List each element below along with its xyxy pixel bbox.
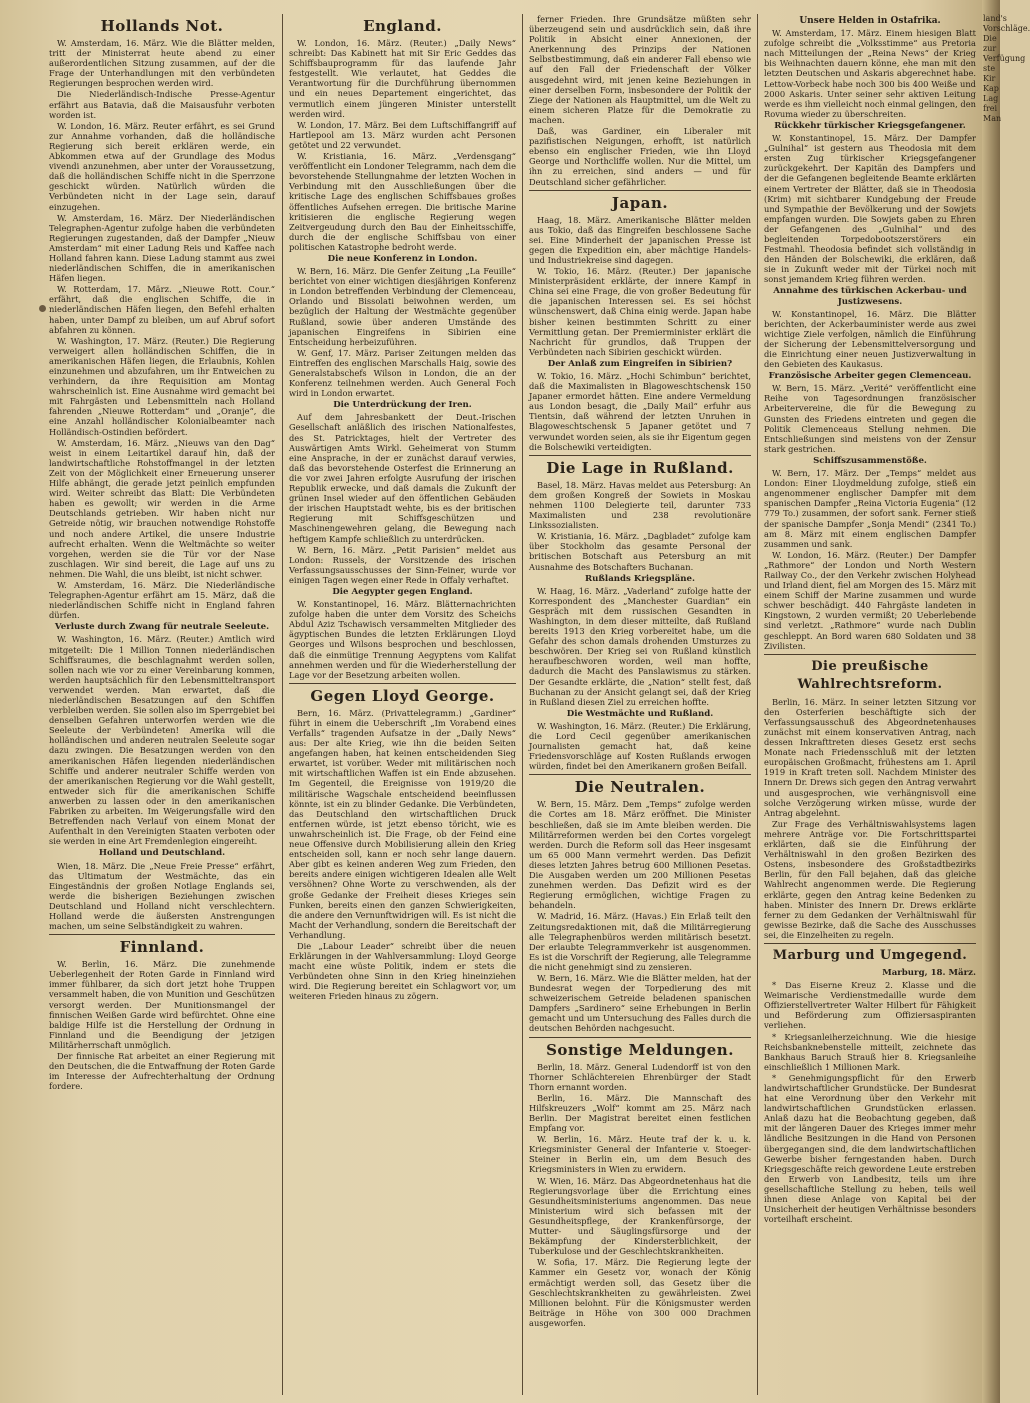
article-paragraph: Berlin, 16. März. Die Mannschaft des Hilfskreuzers „Wolf“ kommt am 25. März nach Berlin. Der Magistrat bereitet einen festlichen Empfang vor.: [529, 1092, 751, 1134]
article-paragraph: W. Washington, 16. März. (Reuter.) Die Erklärung, die Lord Cecil gegenüber amerikanischen Journalisten gemacht hat, daß keine Friedensvorschläge auf Kosten Rußlands erwogen würden, findet bei den Amerikanern großen Beifall.: [529, 720, 751, 772]
headline-gegen-lloyd-george: Gegen Lloyd George.: [310, 686, 495, 705]
headline-neutralen: Die Neutralen.: [574, 778, 706, 797]
headline-marburg: Marburg und Umgegend.: [772, 947, 968, 963]
column-rule: [282, 14, 283, 1395]
section-divider: [529, 455, 751, 456]
article-paragraph: Haag, 18. März. Amerikanische Blätter melden aus Tokio, daß das Eingreifen beschlossene Sache sei. Eine Minderheit der japanischen Presse ist gegen die Expedition ein, aber mächtige Handels- und Industriekreise sind dagegen.: [529, 214, 751, 265]
article-paragraph: W. Amsterdam, 16. März. „Nieuws van den Dag“ weist in einem Leitartikel darauf hin, daß der landwirtschaftliche Rohstoffmangel in der letzten Zeit von der Möglichkeit einer Erneuerung unserer Hilfe abhängt, die gerade jetzt peinlich empfunden wird. Weiter schreibt das Blatt: Die Verbündeten haben es gewollt; wir werden in die Arme Deutschlands getrieben. Wir haben nicht nur Getreide nötig, wir brauchen notwendige Rohstoffe und noch andere Artikel, die unsere Industrie aufrecht erhalten. Wenn die Weltmächte so weiter vorgehen, werden sie die Tür vor der Nase zuschlagen. Wir sind bereit, die Lage auf uns zu nehmen. Die Wahl, die uns bleibt, ist nicht schwer.: [49, 437, 275, 579]
column-2: [284, 14, 521, 1395]
subheading: Die Aegypter gegen England.: [332, 586, 473, 597]
column-4: [759, 14, 981, 1395]
article-paragraph: W. Tokio, 16. März. „Hochi Schimbun“ berichtet, daß die Maximalisten in Blagoweschtschensk 150 Japaner ermordet hätten. Eine andere Vermeldung aus London besagt, die „Daily Mail“ erfuhr aus Tientsin, daß während der letzten Unruhen in Blagoweschtschensk 5 Japaner getötet und 7 verwundet worden seien, als sie ihr Eigentum gegen die Bolschewiki verteidigten.: [529, 371, 751, 452]
headline-finnland: Finnland.: [119, 938, 205, 957]
subheading: Die neue Konferenz in London.: [327, 253, 478, 264]
section-divider: [529, 1037, 751, 1038]
article-paragraph: * Genehmigungspflicht für den Erwerb landwirtschaftlicher Grundstücke. Der Bundesrat hat eine Verordnung über den Verkehr mit landwirtschaftlichen Grundstücken erlassen. Anlaß dazu hat die Beobachtung gegeben, daß mit der längeren Dauer des Krieges immer mehr ländliche Besitzungen in die Hand von Personen übergegangen sind, die dem landwirtschaftlichen Gewerbe bisher ferngestanden haben. Durch Kriegsgeschäfte reich gewordene Leute erstreben den Erwerb von Landbesitz, teils um ihre gesellschaftliche Stellung zu heben, teils weil ihnen diese Anlage von Kapital bei der Unsicherheit der heutigen Verhältnisse besonders vorteilhaft erscheint.: [764, 1072, 976, 1225]
article-paragraph: * Kriegsanleiherzeichnung. Wie die hiesige Reichsbanknebenstelle mitteilt, zeichnete das Bankhaus Baruch Strauß hier 8. Kriegsanleihe einschließlich 1 Millionen Mark.: [764, 1031, 976, 1072]
section-divider: [529, 774, 751, 775]
subheading: Annahme des türkischen Ackerbau- und Justizwesens.: [773, 286, 967, 307]
subheading: Französische Arbeiter gegen Clemenceau.: [768, 371, 972, 382]
article-paragraph: Bern, 16. März. (Privattelegramm.) „Gardiner“ führt in einem die Ueberschrift „Im Vorabend eines Verfalls“ tragenden Aufsatze in der „Daily News“ aus: Der alte Krieg, wie ihn die beiden Seiten angefangen haben, hat keinen entscheidenden Sieg erwartet, ist vorüber. Weder mit militärischen noch mit wirtschaftlichen Waffen ist ein Ende abzusehen. Im Gegenteil, die Ereignisse von 1919/20 die militärische Wagschale entscheidend beeinflussen könnte, ist ein zu blinder Gedanke. Die Verbündeten, das Deutschland den wirtschaftlichen Druck entfernen würde, ist jetzt ebenso töricht, wie es unwahrscheinlich ist. Die Frage, ob der Feind eine neue Offensive durch Mobilisierung allein den Krieg entscheiden soll, kann er noch sehr lange dauern. Aber gibt es keinen anderen Weg zum Frieden, den bereits andere einigen wichtigeren Idealen alle Welt versöhnen? Ohne Worte zu verschwenden, als der große Gedanke der Freiheit dieses Krieges sein Funken, bereits einen den ganzen Schwierigkeiten, die andere den Vernunftwidrigen will. Es ist nicht die Macht der Verhandlung, sondern die Bereitschaft der Verhandlung.: [289, 707, 516, 940]
article-paragraph: ferner Frieden. Ihre Grundsätze müßten sehr überzeugend sein und ausdrücklich sein, daß ihre Politik in Absicht einer Annexionen, der Anerkennung des Prinzips der Nationen Selbstbestimmung, daß ein anderer Fall ebenso wie auf den Fall der Friedenschaft der Völker ausgedehnt wird, mit jenen keine Beziehungen in einer derselben Form, insbesondere der Politik der Ziege der Nationen als Hauptmittel, um die Welt zu einem sicheren Platze für die Demokratie zu machen.: [529, 14, 751, 125]
article-paragraph: W. Bern, 15. März. Dem „Temps“ zufolge werden die Cortes am 18. März eröffnet. Die Minister beschließen, daß sie im Amte bleiben werden. Die Militärreformen werden bei den Cortes vorgelegt werden. Durch die Reform soll das Heer insgesamt um 65 000 Mann vermehrt werden. Das Defizit dieses letzten Jahres betrug 600 Millionen Pesetas. Die Ausgaben werden um 200 Millionen Pesetas zunehmen werden. Das Defizit wird es der Regierung ermöglichen, wichtige Fragen zu behandeln.: [529, 799, 751, 911]
article-paragraph: * Das Eiserne Kreuz 2. Klasse und die Weimarische Verdienstmedaille wurde dem Offizierstellvertreter Walter Hilbert für Fähigkeit und Beförderung zum Offiziersaspiranten verliehen.: [764, 980, 976, 1031]
article-paragraph: W. Wien, 16. März. Das Abgeordnetenhaus hat die Regierungsvorlage über die Errichtung eines Gesundheitsministeriums angenommen. Das neue Ministerium wird sich befassen mit der Gesundheitspflege, der Krankenfürsorge, der Mutter- und Säuglingsfürsorge und der Bekämpfung der Kindersterblichkeit, der Tuberkulose und der Geschlechtskrankheiten.: [529, 1175, 751, 1257]
column-3: [524, 14, 756, 1395]
article-paragraph: Die Niederländisch-Indische Presse-Agentur erfährt aus Batavia, daß die Maisausfuhr verboten worden ist.: [49, 89, 275, 120]
column-1: [44, 14, 280, 1395]
subheading: Rußlands Kriegspläne.: [585, 573, 695, 584]
article-paragraph: W. Kristiania, 16. März. „Dagbladet“ zufolge kam über Stockholm das gesamte Personal der britischen Botschaft aus Petersburg an mit Ausnahme des Botschafters Buchanan.: [529, 531, 751, 572]
column-rule: [757, 14, 758, 1395]
article-paragraph: Zur Frage des Verhältniswahlsystems lagen mehrere Anträge vor. Die Fortschrittspartei erklärten, daß sie die Einführung der Verhältniswahl in den großen Bezirken des Ostens, insbesondere des Großstadtbezirks Berlin, für den Fall bejahen, daß das gleiche Wahlrecht angenommen werde. Die Regierung erklärte, gegen den Antrag keine Bedenken zu haben. Minister des Innern Dr. Drews erklärte ferner zu dem Gedanken der Verhältniswahl für gewisse Bezirke, daß die Sache des Ausschusses sei, die Einzelheiten zu regeln.: [764, 818, 976, 940]
article-paragraph: W. London, 16. März. (Reuter.) „Daily News“ schreibt: Das Kabinett hat mit Sir Eric Geddes das Schiffsbauprogramm für das laufende Jahr festgestellt. Wie verlautet, hat Geddes die Verantwortung für die Durchführung übernommen und ein neues Departement eingerichtet, das vermutlich einem jüngeren Minister unterstellt werden wird.: [289, 38, 516, 119]
headline-wahlrechtsreform: Die preußische Wahlrechtsreform.: [797, 658, 943, 692]
subheading: Rückkehr türkischer Kriegsgefangener.: [774, 120, 966, 131]
article-paragraph: Der finnische Rat arbeitet an einer Regierung mit den Deutschen, die die Entwaffnung der Roten Garde im Interesse der Aufrechterhaltung der Ordnung fordere.: [49, 1051, 275, 1092]
article-paragraph: W. Sofia, 17. März. Die Regierung legte der Kammer ein Gesetz vor, wonach der König ermächtigt werden soll, das Gesetz über die Geschlechtskrankheiten zu gewährleisten. Zwei Millionen belohnt. Für die Königsmuster werden Beiträge in Höhe von 300 000 Drachmen ausgeworfen.: [529, 1257, 751, 1328]
article-paragraph: W. London, 17. März. Bei dem Luftschiffangriff auf Hartlepool am 13. März wurden acht Personen getötet und 22 verwundet.: [289, 119, 516, 150]
article-paragraph: W. Bern, 16. März. „Petit Parisien“ meldet aus London: Russels, der Vorsitzende des irischen Verfassungsausschusses der Sinn-Feiner, wurde vor einigen Tagen wegen einer Rede in Offaly verhaftet.: [289, 544, 516, 585]
article-paragraph: Die „Labour Leader“ schreibt über die neuen Erklärungen in der Wahlversammlung: Lloyd George macht eine wüste Politik, indem er stets die Verbündeten ohne Sinn in den Krieg hineinziehen wird. Die Regierung bereitet ein Schlagwort vor, um weiteren Frieden hinaus zu zögern.: [289, 940, 516, 1002]
subheading: Verluste durch Zwang für neutrale Seeleute.: [54, 622, 270, 633]
subheading: Schiffszusammenstöße.: [813, 455, 927, 466]
headline-unsere-helden: Unsere Helden in Ostafrika.: [799, 16, 941, 26]
article-paragraph: W. Konstantinopel, 16. März. Blätternachrichten zufolge haben die unter dem Vorsitz des Scheichs Abdul Aziz Tschawisch versammelten Mitglieder des ägyptischen Bundes die letzten Erklärungen Lloyd Georges und Wilsons besprochen und beschlossen, daß die einmütige Trennung Aegyptens vom Kalifat annehmen werden und für die Wiederherstellung der Lage vor der Besetzung arbeiten wollen.: [289, 599, 516, 680]
article-paragraph: W. Haag, 16. März. „Vaderland“ zufolge hatte der Korrespondent des „Manchester Guardian“ ein Gespräch mit dem russischen Gesandten in Washington, in dem dieser mitteilte, daß Rußland bereits 1913 den Krieg vorbereitet habe, um die Gefahr des schon damals drohenden Umsturzes zu beschwören. Der Krieg sei von Rußland künstlich heraufbeschworen worden, weil man hoffte, dadurch die Macht des Panslawismus zu stärken. Der Gesandte erklärte, die „Nation“ stellt fest, daß Buchanan zu der Ansicht gelangt sei, daß der Krieg in Rußland diesen Ziel zu erreichen hoffte.: [529, 585, 751, 707]
subheading: Die Unterdrückung der Iren.: [333, 400, 472, 411]
article-paragraph: W. Amsterdam, 16. März. Die Niederländische Telegraphen-Agentur erfährt am 15. März, daß die niederländischen Schiffe nicht in England fahren dürfen.: [49, 579, 275, 621]
subheading: Der Anlaß zum Eingreifen in Sibirien?: [547, 358, 733, 369]
section-divider: [764, 943, 976, 944]
headline-hollands-not: Hollands Not.: [100, 17, 224, 35]
section-divider: [289, 683, 516, 684]
article-paragraph: Wien, 18. März. Die „Neue Freie Presse“ erfährt, das Ultimatum der Westmächte, das ein Eingeständnis der großen Notlage Englands sei, werde die bisherigen Beziehungen zwischen Deutschland und Holland nicht verschlechtern. Holland werde die äußersten Anstrengungen machen, um seine Selbständigkeit zu wahren.: [49, 860, 275, 932]
article-paragraph: W. Genf, 17. März. Pariser Zeitungen melden das Eintreffen des englischen Marschalls Haig, sowie des Generalstabschefs Wilson in London, die an der Konferenz teilnehmen werden. Auch General Foch wird in London erwartet.: [289, 347, 516, 399]
headline-sonstige-meldungen: Sonstige Meldungen.: [546, 1040, 734, 1059]
article-paragraph: W. Bern, 16. März. Wie die Blätter melden, hat der Bundesrat wegen der Torpedierung des mit schweizerischem Getreide beladenen spanischen Dampfers „Sardinero“ seine Erhebungen in Berlin gemacht und um Untersuchung des Falles durch die deutschen Behörden nachgesucht.: [529, 972, 751, 1034]
article-paragraph: W. Konstantinopel, 16. März. Die Blätter berichten, der Ackerbauminister werde aus zwei wichtige Ziele verfolgen, nämlich die Einführung der Sicherung der Lebensmittelversorgung und die Einrichtung einer neuen Justizverwaltung in den Gebieten des Kaukasus.: [764, 308, 976, 370]
section-divider: [49, 934, 275, 935]
section-divider: [529, 190, 751, 191]
article-paragraph: Berlin, 18. März. General Ludendorff ist von den Thorner Schlächtereien Ehrenbürger der Stadt Thorn ernannt worden.: [529, 1061, 751, 1092]
headline-england: England.: [363, 17, 442, 35]
article-paragraph: Berlin, 16. März. In seiner letzten Sitzung vor den Osterferien beschäftigte sich der Verfassungsausschuß des Abgeordnetenhauses zunächst mit einem konservativen Antrag, nach dessen Inkrafttreten dieses Gesetz erst sechs Monate nach Friedensschluß mit der letzten europäischen Großmacht, frühestens am 1. April 1919 in Kraft treten soll. Nachdem Minister des Innern Dr. Drews sich gegen den Antrag verwahrt und ausgesprochen, wie verhängnisvoll eine solche Verzögerung wirken müsse, wurde der Antrag abgelehnt.: [764, 696, 976, 818]
article-paragraph: W. Amsterdam, 17. März. Einem hiesigen Blatt zufolge schreibt die „Volksstimme“ aus Pretoria nach Mitteilungen der „Reina News“ der Krieg bis Weihnachten dauern könne, ehe man mit den letzten Deutschen und Askaris abgerechnet habe. Lettow-Vorbeck habe noch 300 bis 400 Weiße und 2000 Askaris. Unter seiner sehr aktiven Leitung werde es ihm vielleicht noch einmal gelingen, den Rovuma wieder zu überschreiten.: [764, 28, 976, 119]
article-paragraph: W. Bern, 17. März. Der „Temps“ meldet aus London: Einer Lloydmeldung zufolge, stieß ein angenommener englischer Dampfer mit dem spanischen Dampfer „Reina Victoria Eugenia“ (12 779 To.) zusammen, der sofort sank. Ferner stieß der spanische Dampfer „Sonja Mendi“ (2341 To.) am 8. März mit einem englischen Dampfer zusammen und sank.: [764, 468, 976, 549]
article-paragraph: W. Kristiania, 16. März. „Verdensgang“ veröffentlicht ein Londoner Telegramm, nach dem die bevorstehende Stellungnahme der letzten Wochen in Verbindung mit den Ausschließungen über die kritische Lage des englischen Schiffsbaues großes öffentliches Aufsehen erregen. Die britische Marine kritisieren die englische Regierung wegen Zeitvergeudung durch den Bau der Einheitsschiffe, durch die der englische Schiffsbau von einer politischen Katastrophe bedroht werde.: [289, 151, 516, 252]
article-paragraph: W. Amsterdam, 16. März. Der Niederländischen Telegraphen-Agentur zufolge haben die verbündeten Regierungen zugestanden, daß der Dampfer „Nieuw Amsterdam“ mit einer Ladung Reis und Kaffee nach Holland fahren kann. Diese Ladung stammt aus zwei niederländischen Schiffen, die in amerikanischen Häfen liegen.: [49, 212, 275, 284]
subheading: Holland und Deutschland.: [98, 848, 226, 859]
headline-lage-in-russland: Die Lage in Rußland.: [546, 458, 734, 477]
article-paragraph: W. London, 16. März. (Reuter.) Der Dampfer „Rathmore“ der London und North Western Railway Co., der den Verkehr zwischen Holyhead und Irland dient, fiel am Morgen des 15. März mit einem Schiff der Marine zusammen und wurde schwer beschädigt. 440 Fahrgäste landeten in Kingstown, 2 wurden vermißt; 20 Ueberlebende sind verletzt. „Rathmore“ wurde nach Dublin geschleppt. An Bord waren 680 Soldaten und 38 Zivilisten.: [764, 549, 976, 651]
article-paragraph: W. Amsterdam, 16. März. Wie die Blätter melden, tritt der Ministerrat heute abend zu einer außerordentlichen Sitzung zusammen, auf der die Frage der Unterhandlungen mit den verbündeten Regierungen besprochen werden wird.: [49, 38, 275, 89]
article-paragraph: W. Berlin, 16. März. Die zunehmende Ueberlegenheit der Roten Garde in Finnland wird immer fühlbarer, da sich dort jetzt hohe Truppen versammelt haben, die von Munition und Geschützen versorgt werden. Der Munitionsmangel der finnischen Weißen Garde wird befürchtet. Ohne eine baldige Hilfe ist die Herstellung der Ordnung in Finnland und die Beendigung der jetzigen Militärherrschaft unmöglich.: [49, 959, 275, 1050]
article-paragraph: W. Washington, 17. März. (Reuter.) Die Regierung verweigert allen holländischen Schiffen, die in amerikanischen Häfen liegen, die Erlaubnis, Kohlen einzunehmen und abzufahren, um ihr Entweichen zu verhindern, da ihre Requisition am Montag wahrscheinlich ist. Eine Ausnahme wird gemacht bei mit Fahrgästen und Lebensmitteln nach Holland fahrenden „Nieuwe Rotterdam“ und „Oranje“, die eine Anzahl holländischer Kolonialbeamter nach Holländisch-Ostindien befördert.: [49, 335, 275, 437]
article-paragraph: W. Madrid, 16. März. (Havas.) Ein Erlaß teilt den Zeitungsredaktionen mit, daß die Militärregierung alle Telegraphenbüros werden militärisch besetzt. Der erlaubte Telegrammverkehr ist ausgenommen. Es ist die Vorschrift der Regierung, alle Telegramme die nicht genehmigt sind zu zensieren.: [529, 911, 751, 972]
section-divider: [764, 654, 976, 655]
article-paragraph: W. Washington, 16. März. (Reuter.) Amtlich wird mitgeteilt: Die 1 Million Tonnen niederländischen Schiffsraumes, die beschlagnahmt werden sollen, sollen nach wie vor zu einer Vereinbarung kommen, werden hauptsächlich für den Lebensmitteltransport verwendet werden. Man erwartet, daß die niederländischen Besatzungen auf den Schiffen verbleiben werden. Sie sollen also im Sperrgebiet bei denselben Gefahren unterworfen werden wie die Seeleute der Verbündeten! Amerika will die holländischen und anderen neutralen Seeleute sogar dazu zwingen. Die Besatzungen werden von den amerikanischen Häfen liegenden niederländischen Schiffe und anderer neutraler Schiffe werden von der amerikanischen Regierung vor die Wahl gestellt, entweder sich für die amerikanischen Schiffe anwerben zu lassen oder in den amerikanischen Fabriken zu arbeiten. Im Weigerungsfalle wird den Betreffenden nach Verlauf von einem Monat der Aufenthalt in den Vereinigten Staaten verboten oder sie werden in eine Art Fremdenlegion eingereiht.: [49, 634, 275, 847]
column-rule: [522, 14, 523, 1395]
article-paragraph: W. London, 16. März. Reuter erfährt, es sei Grund zur Annahme vorhanden, daß die holländische Regierung sich bereit erklären werde, ein Abkommen etwa auf der Grundlage des Modus vivendi anzunehmen, aber unter der Voraussetzung, daß die holländischen Schiffe nicht in die Sperrzone geschickt würden. Natürlich würden die Verbündeten nicht in der Lage sein, darauf einzugehen.: [49, 120, 275, 212]
article-paragraph: Daß, was Gardiner, ein Liberaler mit pazifistischen Neigungen, erhofft, ist natürlich ebenso ein englischer Frieden, wie ihn Lloyd George und Northcliffe wollen. Nur die Mittel, um ihn zu erreichen, sind anders — und für Deutschland sicher gefährlicher.: [529, 126, 751, 187]
article-paragraph: Auf dem Jahresbankett der Deut.-Irischen Gesellschaft anläßlich des irischen Nationalfestes, des St. Patricktages, hielt der Vertreter des Auswärtigen Amts Wirkl. Geheimerat von Stumm eine Ansprache, in der er zunächst darauf verwies, daß das bevorstehende Osterfest die Erinnerung an die vor zwei Jahren erfolgte Ausrufung der irischen Republik erwecke, und daß damals die Zukunft der grünen Insel wieder auf den öffentlichen Gebäuden der irischen Hauptstadt wehte, bis es der britischen Regierung mit Schiffsgeschützen und Maschinengewehren gelang, die Bewegung nach heftigem Kampfe schließlich zu unterdrücken.: [289, 412, 516, 544]
article-paragraph: W. Tokio, 16. März. (Reuter.) Der japanische Ministerpräsident erklärte, der innere Kampf in China sei eine Frage, die von großer Bedeutung für die japanischen Interessen sei. Es sei höchst wünschenswert, daß China einig werde. Japan habe bisher keinen bestimmten Schritt zu einer Vermittlung getan. Der Premierminister erklärt die Nachricht für grundlos, daß Truppen der Verbündeten nach Sibirien geschickt würden.: [529, 266, 751, 357]
dateline: Marburg, 18. März.: [882, 967, 976, 978]
article-paragraph: W. Bern, 15. März. „Verité“ veröffentlicht eine Reihe von Tagesordnungen französischer Arbeitervereine, die für die Bewegung zu Gunsten des Friedens eintreten und gegen die Politik Clemenceaus Stellung nehmen. Die Entschließungen sind meistens von der Zensur stark gestrichen.: [764, 383, 976, 454]
adjacent-page-fragment: land's Vorschläge. Die zur Verfügung ste Kir Kap Lag frei Man: [983, 14, 1030, 123]
headline-japan: Japan.: [611, 193, 669, 212]
article-paragraph: W. Bern, 16. März. Die Genfer Zeitung „La Feuille“ berichtet von einer wichtigen diesjährigen Konferenz in London betreffenden Verbindung der Clemenceau, Orlando und Bissolati beiwohnen werden, um bezüglich der Haltung der Westmächte gegenüber Rußland, sowie über anderen Umstände des japanischen Eingreifens in Sibirien eine Entscheidung herbeizuführen.: [289, 266, 516, 347]
article-paragraph: W. Berlin, 16. März. Heute traf der k. u. k. Kriegsminister General der Infanterie v. Stoeger-Steiner in Berlin ein, um dem Besuch des Kriegsministers in Wien zu erwidern.: [529, 1134, 751, 1175]
subheading: Die Westmächte und Rußland.: [566, 708, 714, 719]
article-paragraph: W. Rotterdam, 17. März. „Nieuwe Rott. Cour.“ erfährt, daß die englischen Schiffe, die in niederländischen Häfen liegen, den Befehl erhalten haben, unter Dampf zu bleiben, um auf Abruf sofort abfahren zu können.: [49, 284, 275, 335]
article-paragraph: Basel, 18. März. Havas meldet aus Petersburg: An dem großen Kongreß der Sowiets in Moskau nehmen 1100 Delegierte teil, darunter 733 Maximalisten und 238 revolutionäre Linkssozialisten.: [529, 479, 751, 531]
article-paragraph: W. Konstantinopel, 15. März. Der Dampfer „Gulnihal“ ist gestern aus Theodosia mit dem ersten Zug türkischer Kriegsgefangener zurückgekehrt. Der Kapitän des Dampfers und der die Gefangenen begleitende Beamte erklärten einem Vertreter der Blätter, daß sie in Theodosia (Krim) mit sichtbarer Kundgebung der Freude und Sympathie der Bevölkerung und der Sowjets empfangen wurden. Die Sowjets gaben zu Ehren der Gefangenen des „Gulnihal“ und des begleitenden Torpedobootszerstörers ein Festmahl. Theodosia befindet sich vollständig in den Händen der Bolschewiki, die erklären, daß sie in Zukunft weder mit der Türkei noch mit sonst jemandem Krieg führen werden.: [764, 133, 976, 285]
